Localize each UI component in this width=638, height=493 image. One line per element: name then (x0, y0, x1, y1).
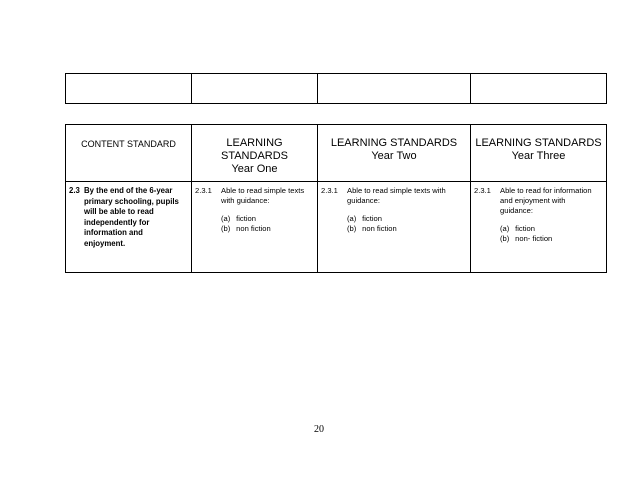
header-year: Year One (231, 163, 278, 175)
learning-standards-year-two-header (318, 125, 471, 182)
text-line: with guidance: (221, 196, 270, 205)
list-item (500, 224, 603, 234)
learning-standard-year-one-cell (192, 182, 318, 273)
table-header-row (66, 125, 607, 182)
list-item (221, 214, 314, 224)
text-line: Able to read for information (500, 186, 592, 195)
item-label: (b) (221, 224, 231, 233)
table-cell (192, 74, 318, 104)
item-text: non fiction (362, 224, 397, 233)
item-label: (b) (347, 224, 357, 233)
list-item (221, 224, 314, 234)
list-item (347, 224, 467, 234)
text-line: will be able to read (84, 207, 154, 216)
standard-items (500, 224, 603, 244)
standard-text (347, 186, 467, 206)
learning-standard-year-two-cell (318, 182, 471, 273)
item-text: fiction (236, 214, 256, 223)
standard-number: 2.3.1 (474, 186, 491, 195)
standards-table (65, 124, 607, 273)
item-text: fiction (515, 224, 535, 233)
learning-standard-year-three-cell (471, 182, 607, 273)
item-label: (a) (347, 214, 357, 223)
content-standard-cell (66, 182, 192, 273)
standard-text (84, 186, 189, 249)
table-cell (318, 74, 471, 104)
item-text: fiction (362, 214, 382, 223)
list-item (500, 234, 603, 244)
empty-top-table (65, 73, 607, 104)
standard-items (347, 214, 467, 234)
text-line: guidance: (500, 206, 533, 215)
table-cell (66, 74, 192, 104)
item-label: (a) (500, 224, 510, 233)
item-label: (b) (500, 234, 510, 243)
text-line: Able to read simple texts (221, 186, 305, 195)
list-item (347, 214, 467, 224)
content-standard-header: CONTENT STANDARD (66, 125, 192, 182)
standard-number: 2.3.1 (321, 186, 338, 195)
standard-number: 2.3.1 (195, 186, 212, 195)
text-line: By the end of the 6-year (84, 186, 173, 195)
table-row (66, 74, 607, 104)
text-line: independently for (84, 217, 150, 227)
item-text: non fiction (236, 224, 271, 233)
header-year: Year Three (511, 150, 566, 162)
text-line: guidance: (347, 196, 380, 205)
header-title: LEARNING STANDARDS (475, 137, 602, 149)
learning-standards-year-three-header (471, 125, 607, 182)
standard-number: 2.3 (69, 186, 80, 195)
text-line: Able to read simple texts with (347, 186, 446, 195)
standard-text (500, 186, 603, 216)
text-line: primary schooling, pupils (84, 196, 179, 206)
standard-text (221, 186, 314, 206)
table-cell (471, 74, 607, 104)
learning-standards-year-one-header (192, 125, 318, 182)
page-number: 20 (314, 424, 324, 435)
header-title: LEARNING STANDARDS (330, 137, 458, 149)
text-line: enjoyment. (84, 238, 126, 248)
text-line: and enjoyment with (500, 196, 566, 205)
text-line: information and (84, 228, 143, 237)
standard-items (221, 214, 314, 234)
item-label: (a) (221, 214, 231, 223)
table-row (66, 182, 607, 273)
item-text: non- fiction (515, 234, 553, 243)
header-title: LEARNING STANDARDS (220, 137, 289, 162)
header-year: Year Two (371, 150, 417, 162)
